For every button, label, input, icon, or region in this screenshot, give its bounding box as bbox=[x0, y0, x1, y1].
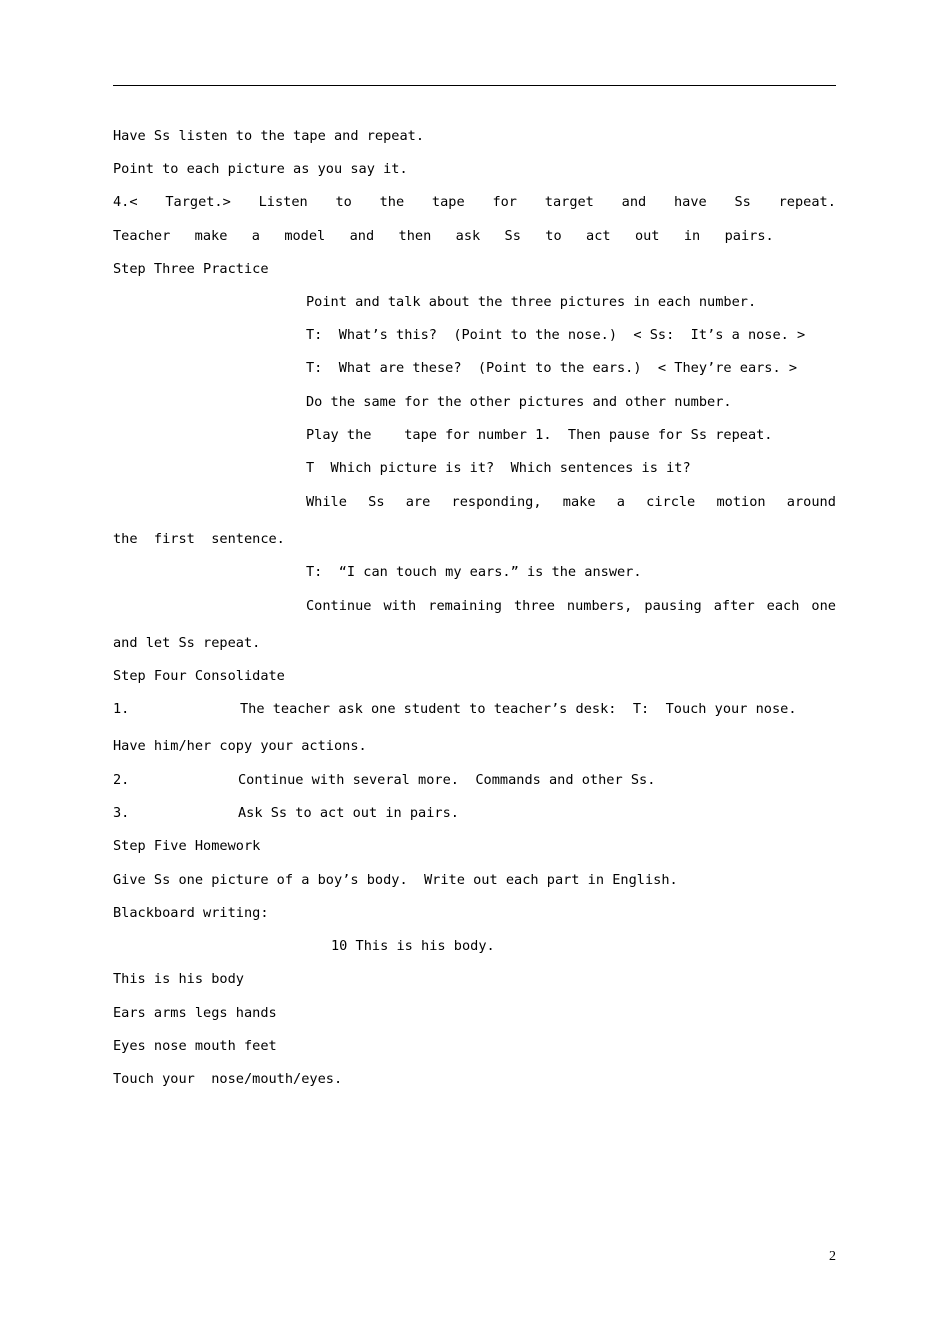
word: to bbox=[335, 194, 352, 210]
text-line: Play the tape for number 1. Then pause for Ss repeat. bbox=[306, 427, 773, 443]
page-number: 2 bbox=[829, 1249, 836, 1264]
text-line: the first sentence. bbox=[113, 531, 285, 547]
text-line: Point to each picture as you say it. bbox=[113, 161, 408, 177]
word: tape bbox=[431, 194, 465, 210]
word: Listen bbox=[258, 194, 308, 210]
word: circle bbox=[646, 494, 696, 510]
word: Target.> bbox=[165, 194, 231, 210]
header-rule bbox=[113, 85, 836, 86]
word: one bbox=[811, 598, 836, 614]
word: numbers, bbox=[566, 598, 633, 614]
word: Ss bbox=[368, 494, 385, 510]
word: three bbox=[513, 598, 555, 614]
word: responding, bbox=[451, 494, 542, 510]
text-line: This is his body bbox=[113, 971, 244, 987]
word: the bbox=[379, 194, 405, 210]
text-line: Touch your nose/mouth/eyes. bbox=[113, 1071, 343, 1087]
word: with bbox=[383, 598, 417, 614]
word: each bbox=[766, 598, 800, 614]
text-line: Ears arms legs hands bbox=[113, 1005, 277, 1021]
word: Ss bbox=[734, 194, 751, 210]
text-line: T: What are these? (Point to the ears.) < They’re ears. > bbox=[306, 360, 798, 376]
text-line: Blackboard writing: bbox=[113, 905, 269, 921]
text-line: and let Ss repeat. bbox=[113, 635, 261, 651]
word: and bbox=[621, 194, 647, 210]
text-line: T: “I can touch my ears.” is the answer. bbox=[306, 564, 642, 580]
list-item-text: Ask Ss to act out in pairs. bbox=[238, 805, 459, 821]
word: While bbox=[306, 494, 347, 510]
section-heading: Step Three Practice bbox=[113, 261, 269, 277]
word: for bbox=[492, 194, 517, 210]
text-line: T Which picture is it? Which sentences is it? bbox=[306, 460, 691, 476]
list-item-text: The teacher ask one student to teacher’s desk: T: Touch your nose. bbox=[240, 701, 797, 717]
text-line bbox=[306, 600, 836, 614]
text-line bbox=[306, 496, 836, 510]
word: motion bbox=[716, 494, 766, 510]
word: make bbox=[562, 494, 596, 510]
list-number: 3. bbox=[113, 805, 130, 821]
word: target bbox=[544, 194, 594, 210]
word: Continue bbox=[306, 598, 372, 614]
list-item-text: Continue with several more. Commands and other Ss. bbox=[238, 772, 656, 788]
word: pausing bbox=[644, 598, 702, 614]
text-line: Teacher make a model and then ask Ss to act out in pairs. bbox=[113, 228, 774, 244]
word: have bbox=[673, 194, 707, 210]
word: a bbox=[616, 494, 625, 510]
blackboard-title: 10 This is his body. bbox=[331, 938, 495, 954]
text-line: T: What’s this? (Point to the nose.) < Ss: It’s a nose. > bbox=[306, 327, 806, 343]
text-line: Give Ss one picture of a boy’s body. Write out each part in English. bbox=[113, 872, 678, 888]
word: 4.< bbox=[113, 194, 138, 210]
list-number: 2. bbox=[113, 772, 130, 788]
text-line: Have Ss listen to the tape and repeat. bbox=[113, 128, 424, 144]
text-line: Point and talk about the three pictures in each number. bbox=[306, 294, 757, 310]
text-line: Eyes nose mouth feet bbox=[113, 1038, 277, 1054]
section-heading: Step Five Homework bbox=[113, 838, 261, 854]
text-line: Do the same for the other pictures and other number. bbox=[306, 394, 732, 410]
word: are bbox=[405, 494, 431, 510]
section-heading: Step Four Consolidate bbox=[113, 668, 285, 684]
text-line bbox=[113, 196, 836, 210]
list-number: 1. bbox=[113, 701, 130, 717]
word: repeat. bbox=[778, 194, 836, 210]
word: remaining bbox=[428, 598, 502, 614]
word: around bbox=[786, 494, 836, 510]
text-line: Have him/her copy your actions. bbox=[113, 738, 367, 754]
word: after bbox=[713, 598, 755, 614]
